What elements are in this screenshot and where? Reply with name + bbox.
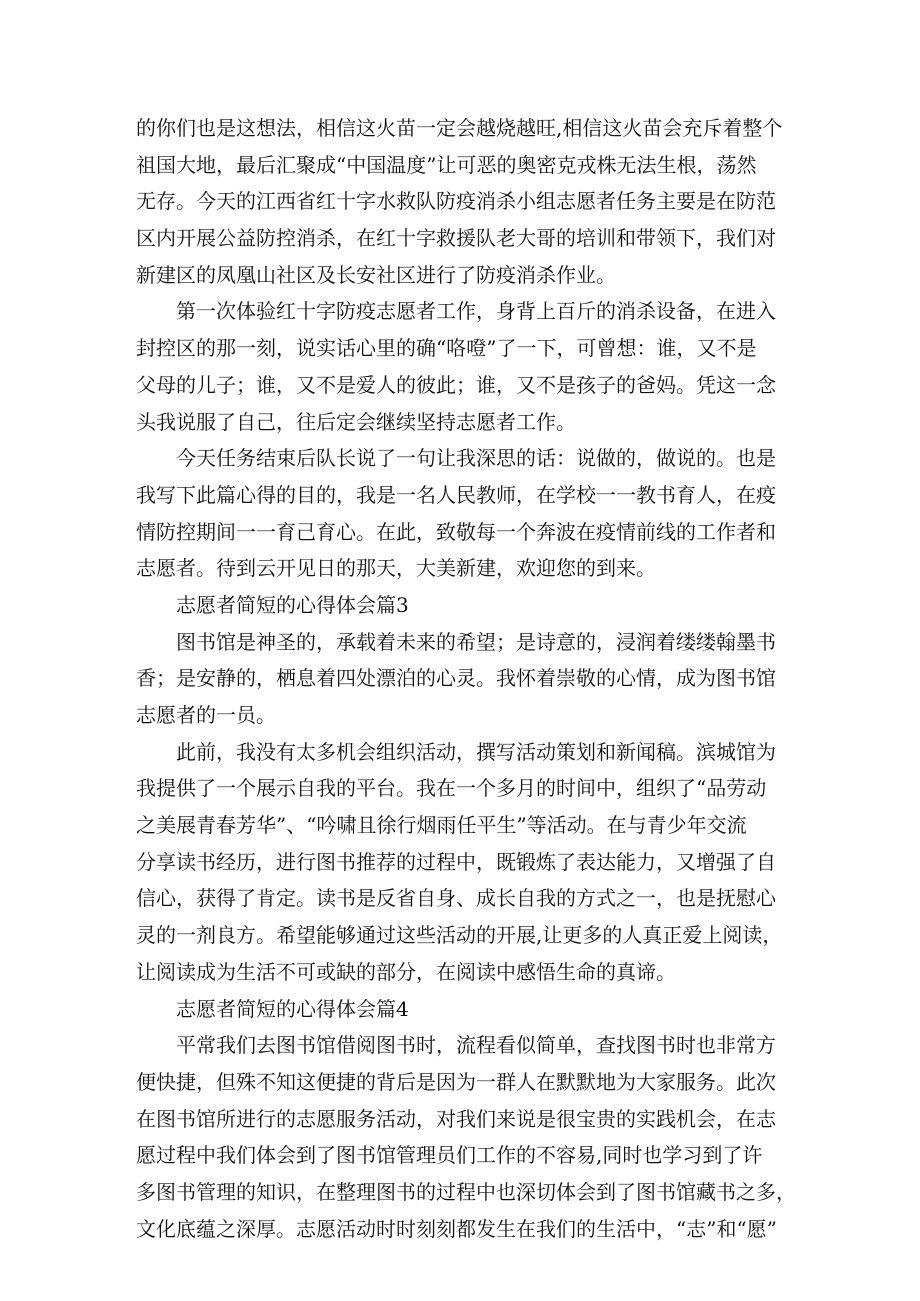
- text-line: 志愿者的一员。: [136, 703, 276, 727]
- text-line: 志愿者。待到云开见日的那天，大美新建，欢迎您的到来。: [136, 556, 656, 581]
- text-line: 此前，我没有太多机会组织活动，撰写活动策划和新闻稿。滨城馆为: [176, 739, 776, 764]
- text-line: 灵的一剂良方。希望能够通过这些活动的开展,让更多的人真正爱上阅读，: [136, 923, 783, 948]
- text-line: 的你们也是这想法，相信这火苗一定会越烧越旺,相信这火苗会充斥着整个: [136, 116, 783, 140]
- text-line: 在图书馆所进行的志愿服务活动，对我们来说是很宝贵的实践机会，在志: [136, 1106, 776, 1131]
- text-line: 分享读书经历，进行图书推荐的过程中，既锻炼了表达能力，又增强了自: [136, 849, 776, 874]
- text-line: 文化底蕴之深厚。志愿活动时时刻刻都发生在我们的生活中，“志”和“愿”: [136, 1216, 777, 1241]
- text-line: 志愿者简短的心得体会篇4: [176, 996, 409, 1021]
- text-line: 图书馆是神圣的，承载着未来的希望；是诗意的，浸润着缕缕翰墨书: [176, 629, 776, 654]
- text-line: 我提供了一个展示自我的平台。我在一个多月的时间中，组织了“品劳动: [136, 776, 767, 801]
- text-line: 区内开展公益防控消杀，在红十字救援队老大哥的培训和带领下，我们对: [136, 226, 776, 251]
- text-line: 多图书管理的知识，在整理图书的过程中也深切体会到了图书馆藏书之多，: [136, 1179, 796, 1204]
- text-line: 头我说服了自己，往后定会继续坚持志愿者工作。: [136, 409, 576, 434]
- text-line: 便快捷，但殊不知这便捷的背后是因为一群人在默默地为大家服务。此次: [136, 1069, 776, 1094]
- text-line: 新建区的凤凰山社区及长安社区进行了防疫消杀作业。: [136, 262, 616, 287]
- text-line: 今天任务结束后队长说了一句让我深思的话：说做的，做说的。也是: [176, 446, 776, 471]
- text-line: 父母的儿子；谁，又不是爱人的彼此；谁，又不是孩子的爸妈。凭这一念: [136, 372, 776, 397]
- text-line: 无存。今天的江西省红十字水救队防疫消杀小组志愿者任务主要是在防范: [136, 189, 776, 214]
- text-line: 信心，获得了肯定。读书是反省自身、成长自我的方式之一，也是抚慰心: [136, 886, 776, 911]
- document-body: [136, 110, 796, 1247]
- text-line: 第一次体验红十字防疫志愿者工作，身背上百斤的消杀设备，在进入: [176, 299, 776, 324]
- text-line: 封控区的那一刻，说实话心里的确“咯噔”了一下，可曾想：谁，又不是: [136, 336, 757, 361]
- text-line: 让阅读成为生活不可或缺的部分，在阅读中感悟生命的真谛。: [136, 959, 676, 984]
- text-line: 我写下此篇心得的目的，我是一名人民教师，在学校一一教书育人，在疫: [136, 482, 776, 507]
- text-line: 平常我们去图书馆借阅图书时，流程看似简单，查找图书时也非常方: [176, 1033, 776, 1058]
- text-line: 情防控期间一一育己育心。在此，致敬每一个奔波在疫情前线的工作者和: [136, 519, 776, 544]
- text-line: 志愿者简短的心得体会篇3: [176, 592, 409, 617]
- text-line: 香；是安静的，栖息着四处漂泊的心灵。我怀着崇敬的心情，成为图书馆: [136, 666, 776, 691]
- text-line: 祖国大地，最后汇聚成“中国温度”让可恶的奥密克戎株无法生根，荡然: [136, 152, 757, 177]
- text-line: 愿过程中我们体会到了图书馆管理员们工作的不容易,同时也学习到了许: [136, 1143, 763, 1168]
- text-line: 之美展青春芳华”、“吟啸且徐行烟雨任平生”等活动。在与青少年交流: [136, 813, 747, 838]
